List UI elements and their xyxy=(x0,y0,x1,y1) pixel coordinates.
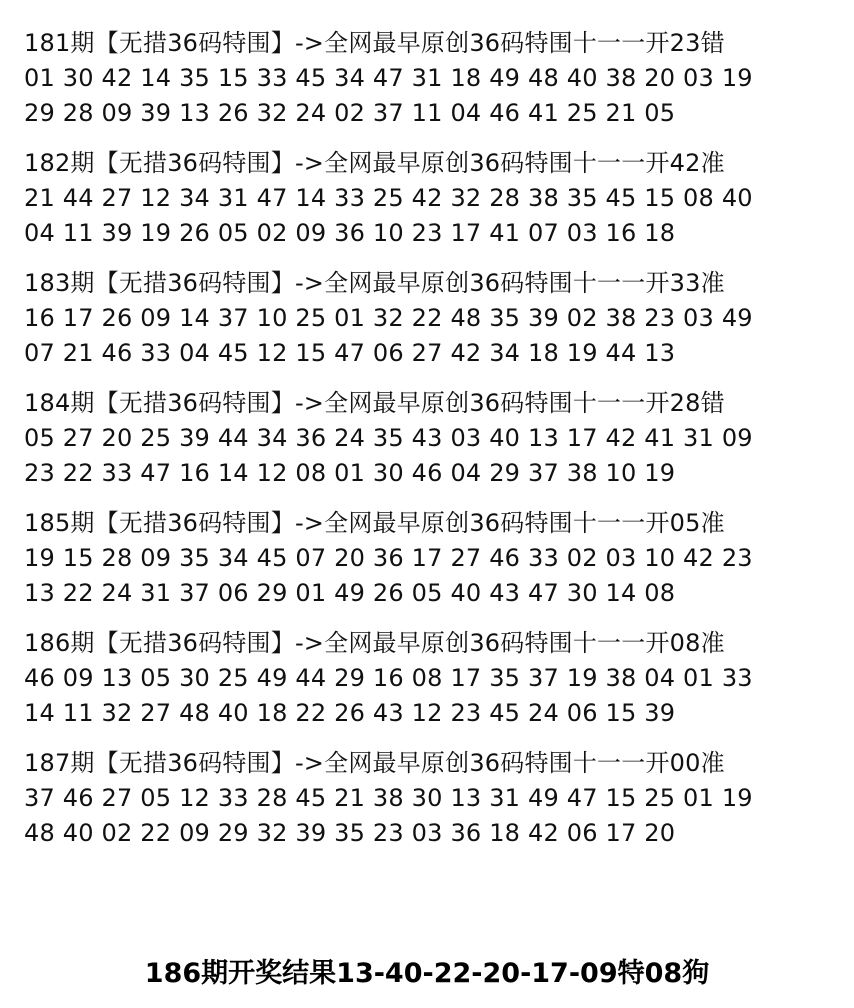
entry-header: 187期【无措36码特围】->全网最早原创36码特围十一一开00准 xyxy=(24,749,725,777)
number-row: 37 46 27 05 12 33 28 45 21 38 30 13 31 49 47 15 25 01 19 xyxy=(24,784,753,812)
entry-183 xyxy=(24,266,824,371)
entry-185 xyxy=(24,506,824,611)
draw-result-footer: 186期开奖结果13-40-22-20-17-09特08狗 xyxy=(144,958,710,989)
entry-186 xyxy=(24,626,824,731)
number-row: 13 22 24 31 37 06 29 01 49 26 05 40 43 47 30 14 08 xyxy=(24,579,676,607)
prediction-list xyxy=(24,26,824,866)
entry-header: 182期【无措36码特围】->全网最早原创36码特围十一一开42准 xyxy=(24,149,725,177)
number-row: 48 40 02 22 09 29 32 39 35 23 03 36 18 42 06 17 20 xyxy=(24,819,676,847)
number-row: 23 22 33 47 16 14 12 08 01 30 46 04 29 37 38 10 19 xyxy=(24,459,676,487)
entry-187 xyxy=(24,746,824,851)
number-row: 05 27 20 25 39 44 34 36 24 35 43 03 40 13 17 42 41 31 09 xyxy=(24,424,753,452)
number-row: 07 21 46 33 04 45 12 15 47 06 27 42 34 18 19 44 13 xyxy=(24,339,676,367)
entry-header: 183期【无措36码特围】->全网最早原创36码特围十一一开33准 xyxy=(24,269,725,297)
number-row: 29 28 09 39 13 26 32 24 02 37 11 04 46 41 25 21 05 xyxy=(24,99,676,127)
entry-header: 186期【无措36码特围】->全网最早原创36码特围十一一开08准 xyxy=(24,629,725,657)
entry-181 xyxy=(24,26,824,131)
number-row: 19 15 28 09 35 34 45 07 20 36 17 27 46 33 02 03 10 42 23 xyxy=(24,544,753,572)
entry-182 xyxy=(24,146,824,251)
entry-header: 184期【无措36码特围】->全网最早原创36码特围十一一开28错 xyxy=(24,389,725,417)
number-row: 14 11 32 27 48 40 18 22 26 43 12 23 45 24 06 15 39 xyxy=(24,699,676,727)
entry-header: 185期【无措36码特围】->全网最早原创36码特围十一一开05准 xyxy=(24,509,725,537)
entry-184 xyxy=(24,386,824,491)
number-row: 46 09 13 05 30 25 49 44 29 16 08 17 35 37 19 38 04 01 33 xyxy=(24,664,753,692)
number-row: 16 17 26 09 14 37 10 25 01 32 22 48 35 39 02 38 23 03 49 xyxy=(24,304,753,332)
number-row: 04 11 39 19 26 05 02 09 36 10 23 17 41 07 03 16 18 xyxy=(24,219,676,247)
number-row: 21 44 27 12 34 31 47 14 33 25 42 32 28 38 35 45 15 08 40 xyxy=(24,184,753,212)
entry-header: 181期【无措36码特围】->全网最早原创36码特围十一一开23错 xyxy=(24,29,725,57)
number-row: 01 30 42 14 35 15 33 45 34 47 31 18 49 48 40 38 20 03 19 xyxy=(24,64,753,92)
